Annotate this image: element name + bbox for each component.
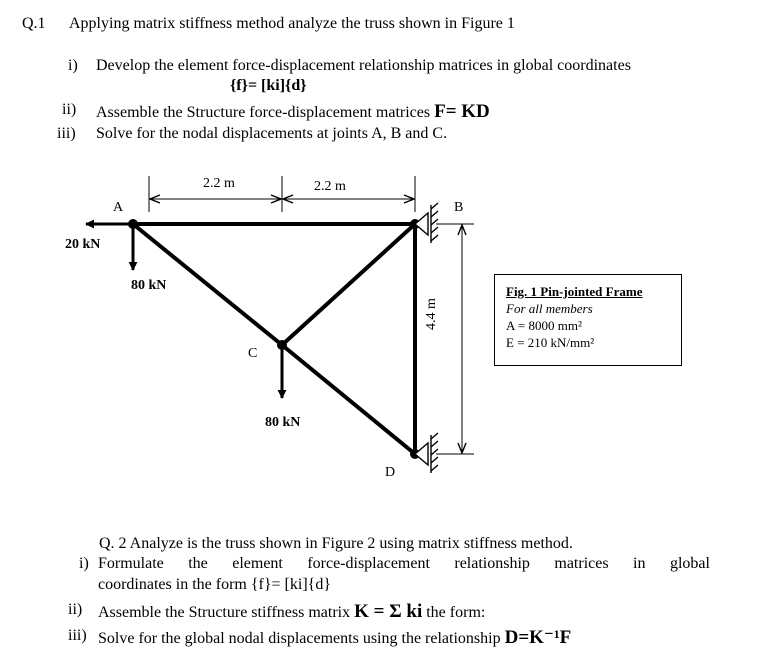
q1-equation: {f}= [ki]{d} bbox=[230, 77, 307, 94]
load-arrows bbox=[86, 224, 282, 398]
member-cd bbox=[282, 345, 415, 454]
q2-word: the bbox=[188, 555, 208, 572]
q2-item3-equation: D=K⁻¹F bbox=[504, 627, 572, 648]
joint-label-c: C bbox=[248, 346, 258, 361]
q2-word: relationship bbox=[454, 555, 530, 572]
load-label-80kn-c: 80 kN bbox=[265, 415, 301, 430]
q2-word: force-displacement bbox=[307, 555, 430, 572]
q2-item2 bbox=[98, 602, 485, 621]
joint-label-d: D bbox=[385, 465, 396, 480]
support-d bbox=[415, 433, 438, 473]
q2-word: in bbox=[633, 555, 646, 572]
q1-item3-text: Solve for the nodal displacements at joints A, B and C. bbox=[96, 125, 448, 142]
q1-item1-marker: i) bbox=[68, 57, 78, 74]
q2-item1-line2: coordinates in the form {f}= [ki]{d} bbox=[98, 576, 332, 593]
member-cb bbox=[282, 224, 415, 345]
q1-item2-marker: ii) bbox=[62, 101, 77, 118]
q2-item3 bbox=[98, 628, 571, 647]
q2-item2-equation: K = Σ ki bbox=[354, 601, 423, 622]
q2-item3-marker: iii) bbox=[68, 627, 87, 644]
support-b bbox=[415, 203, 438, 243]
q2-title: Q. 2 Analyze is the truss shown in Figure 2 using matrix stiffness method. bbox=[99, 535, 573, 552]
legend-title: Fig. 1 Pin-jointed Frame bbox=[506, 284, 643, 299]
load-label-80kn-a: 80 kN bbox=[131, 278, 167, 293]
joint-label-b: B bbox=[454, 200, 464, 215]
joint-label-a: A bbox=[113, 200, 124, 215]
q1-item1-text: Develop the element force-displacement relationship matrices in global coordinates bbox=[96, 57, 631, 74]
q2-item2-tail: the form: bbox=[426, 604, 486, 621]
q1-item2-text: Assemble the Structure force-displacement matrices bbox=[96, 104, 431, 121]
q1-title: Applying matrix stiffness method analyze the truss shown in Figure 1 bbox=[69, 15, 515, 32]
q2-word: element bbox=[232, 555, 283, 572]
dim-label-left: 2.2 m bbox=[203, 176, 235, 191]
load-label-20kn: 20 kN bbox=[65, 237, 101, 252]
dim-label-height: 4.4 m bbox=[424, 298, 439, 330]
q2-item3-text: Solve for the global nodal displacements using the relationship bbox=[98, 630, 501, 647]
legend-area: A = 8000 mm² bbox=[506, 318, 582, 333]
q1-number: Q.1 bbox=[22, 15, 46, 32]
legend-subtitle: For all members bbox=[506, 301, 593, 316]
q2-word: global bbox=[669, 555, 710, 572]
q1-item2-equation: F= KD bbox=[434, 101, 490, 122]
legend-modulus: E = 210 kN/mm² bbox=[506, 335, 595, 350]
q2-item1-line1 bbox=[98, 556, 710, 572]
q2-word: Formulate bbox=[98, 555, 164, 572]
q2-item2-marker: ii) bbox=[68, 601, 83, 618]
q1-item3-marker: iii) bbox=[57, 125, 76, 142]
q2-word: matrices bbox=[554, 555, 609, 572]
q2-item1-marker: i) bbox=[79, 555, 89, 572]
dim-label-right: 2.2 m bbox=[314, 179, 346, 194]
q2-item2-text: Assemble the Structure stiffness matrix bbox=[98, 604, 351, 621]
